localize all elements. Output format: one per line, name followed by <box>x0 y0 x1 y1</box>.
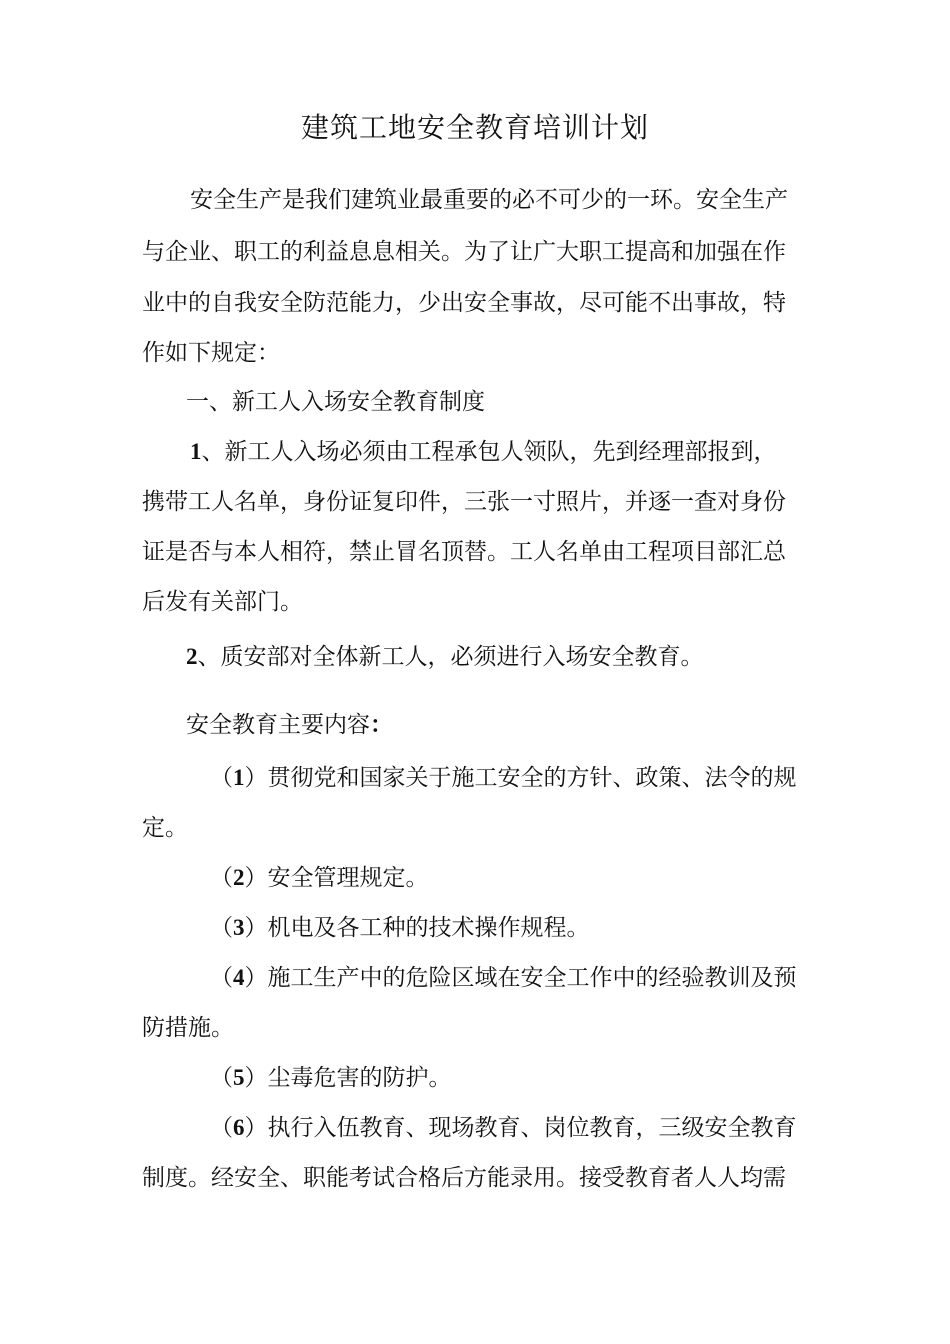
point-6-open-paren: （ <box>210 1115 233 1141</box>
point-4-number: 4 <box>233 965 245 990</box>
point-5-text: 尘毒危害的防护。 <box>267 1065 452 1091</box>
point-6-text: 执行入伍教育、现场教育、岗位教育，三级安全教育 <box>267 1115 797 1141</box>
point-2-open-paren: （ <box>210 865 233 891</box>
point-6-number: 6 <box>233 1115 245 1140</box>
item-1-line-3: 证是否与本人相符，禁止冒名顶替。工人名单由工程项目部汇总 <box>142 539 786 565</box>
intro-line-2: 与企业、职工的利益息息相关。为了让广大职工提高和加强在作 <box>142 239 786 265</box>
point-2-number: 2 <box>233 865 245 890</box>
point-3-close-paren: ） <box>244 915 268 941</box>
content-heading-text: 安全教育主要内容 <box>186 712 370 738</box>
item-1-line-2: 携带工人名单，身份证复印件，三张一寸照片，并逐一查对身份 <box>142 489 786 515</box>
point-3-text: 机电及各工种的技术操作规程。 <box>267 915 590 941</box>
point-1-line-1 <box>210 763 797 793</box>
item-1-line-4: 后发有关部门。 <box>142 589 303 615</box>
item-2-number: 2 <box>186 644 198 669</box>
point-2-close-paren: ） <box>244 865 268 891</box>
item-1-line-1 <box>190 437 777 467</box>
point-4-text: 施工生产中的危险区域在安全工作中的经验教训及预 <box>267 965 797 991</box>
point-6-close-paren: ） <box>244 1115 268 1141</box>
section-heading: 一、新工人入场安全教育制度 <box>186 389 485 415</box>
point-5-close-paren: ） <box>244 1065 268 1091</box>
item-2-line <box>186 642 704 672</box>
point-4-line-2: 防措施。 <box>142 1015 234 1041</box>
item-2-text: 、质安部对全体新工人，必须进行入场安全教育。 <box>197 644 704 670</box>
point-4-line-1 <box>210 963 797 993</box>
item-1-number: 1 <box>190 439 202 464</box>
item-1-text: 、新工人入场必须由工程承包人领队，先到经理部报到， <box>201 439 777 465</box>
point-1-number: 1 <box>233 765 245 790</box>
intro-line-4: 作如下规定： <box>142 340 280 366</box>
point-6-line-1 <box>210 1113 797 1143</box>
point-1-text: 贯彻党和国家关于施工安全的方针、政策、法令的规 <box>267 765 797 791</box>
point-3-open-paren: （ <box>210 915 233 941</box>
point-1-open-paren: （ <box>210 765 233 791</box>
point-4-close-paren: ） <box>244 965 268 991</box>
point-5-number: 5 <box>233 1065 245 1090</box>
point-1-line-2: 定。 <box>142 815 188 841</box>
point-1-close-paren: ） <box>244 765 268 791</box>
intro-line-3: 业中的自我安全防范能力，少出安全事故，尽可能不出事故，特 <box>142 290 786 316</box>
point-5-open-paren: （ <box>210 1065 233 1091</box>
point-3-line <box>210 913 590 943</box>
point-2-line <box>210 863 429 893</box>
content-heading-colon: ： <box>370 711 393 738</box>
point-5-line <box>210 1063 452 1093</box>
document-title: 建筑工地安全教育培训计划 <box>300 111 649 144</box>
intro-line-1: 安全生产是我们建筑业最重要的必不可少的一环。安全生产 <box>190 187 788 213</box>
point-4-open-paren: （ <box>210 965 233 991</box>
point-3-number: 3 <box>233 915 245 940</box>
point-6-line-2: 制度。经安全、职能考试合格后方能录用。接受教育者人人均需 <box>142 1165 786 1191</box>
content-heading <box>186 710 393 740</box>
point-2-text: 安全管理规定。 <box>267 865 429 891</box>
